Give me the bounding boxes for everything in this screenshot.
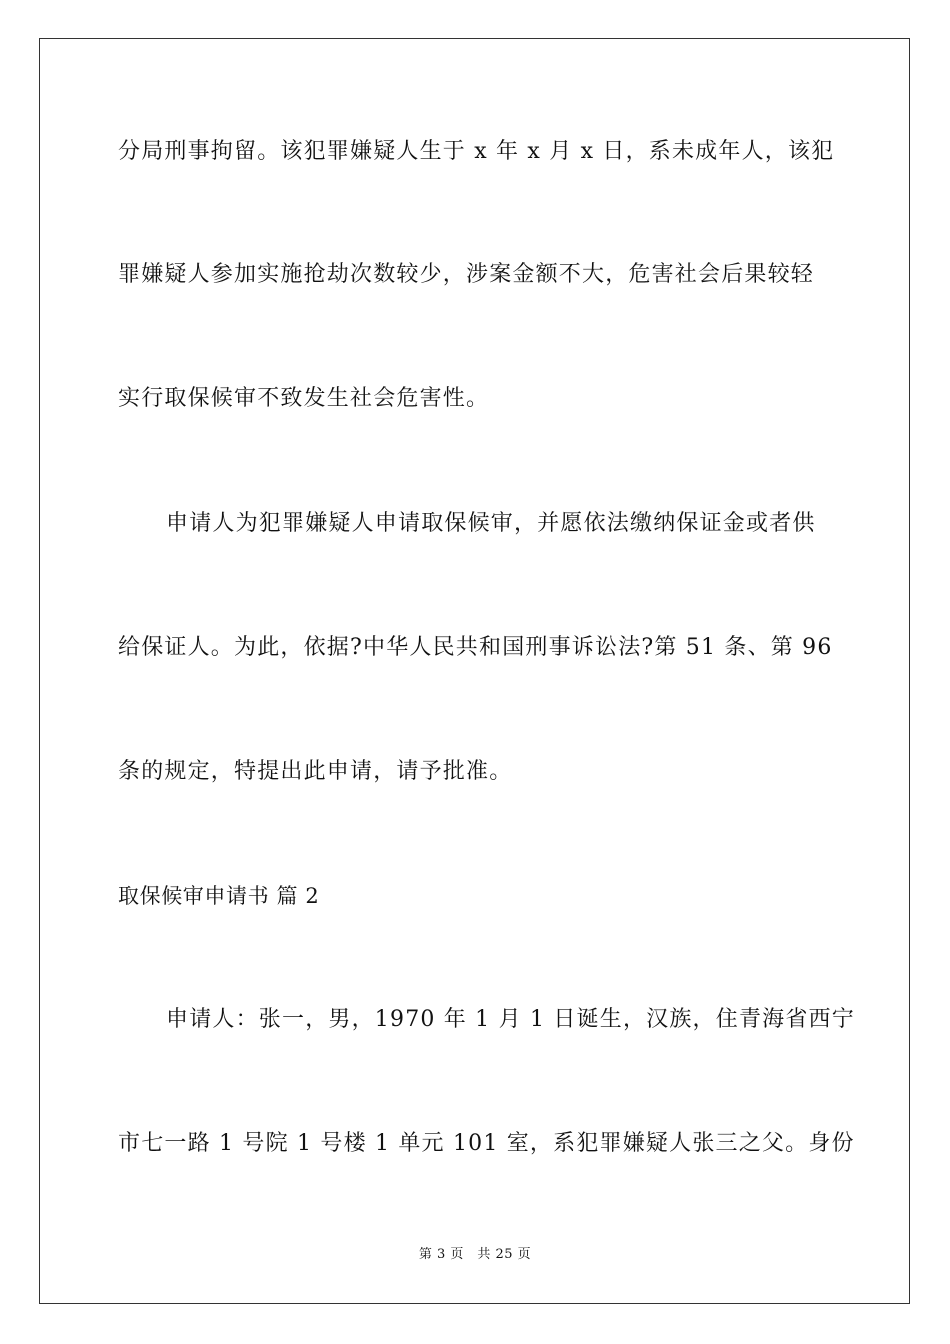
section-heading: 取保候审申请书 篇 2	[118, 884, 320, 908]
page-border	[39, 38, 910, 1304]
body-text-line: 实行取保候审不致发生社会危害性。	[118, 386, 490, 411]
page-number-footer: 第 3 页 共 25 页	[418, 1247, 532, 1262]
body-text-line: 给保证人。为此，依据?中华人民共和国刑事诉讼法?第 51 条、第 96	[118, 635, 833, 660]
body-text-line: 罪嫌疑人参加实施抢劫次数较少，涉案金额不大，危害社会后果较轻	[118, 262, 815, 287]
body-text-line: 分局刑事拘留。该犯罪嫌疑人生于 x 年 x 月 x 日，系未成年人，该犯	[118, 139, 835, 164]
body-text-line: 条的规定，特提出此申请，请予批准。	[118, 759, 513, 784]
paragraph-first-line: 申请人为犯罪嫌疑人申请取保候审，并愿依法缴纳保证金或者供	[166, 511, 816, 536]
body-text-line: 市七一路 1 号院 1 号楼 1 单元 101 室，系犯罪嫌疑人张三之父。身份	[118, 1131, 855, 1156]
paragraph-first-line: 申请人：张一，男，1970 年 1 月 1 日诞生，汉族，住青海省西宁	[166, 1007, 855, 1032]
